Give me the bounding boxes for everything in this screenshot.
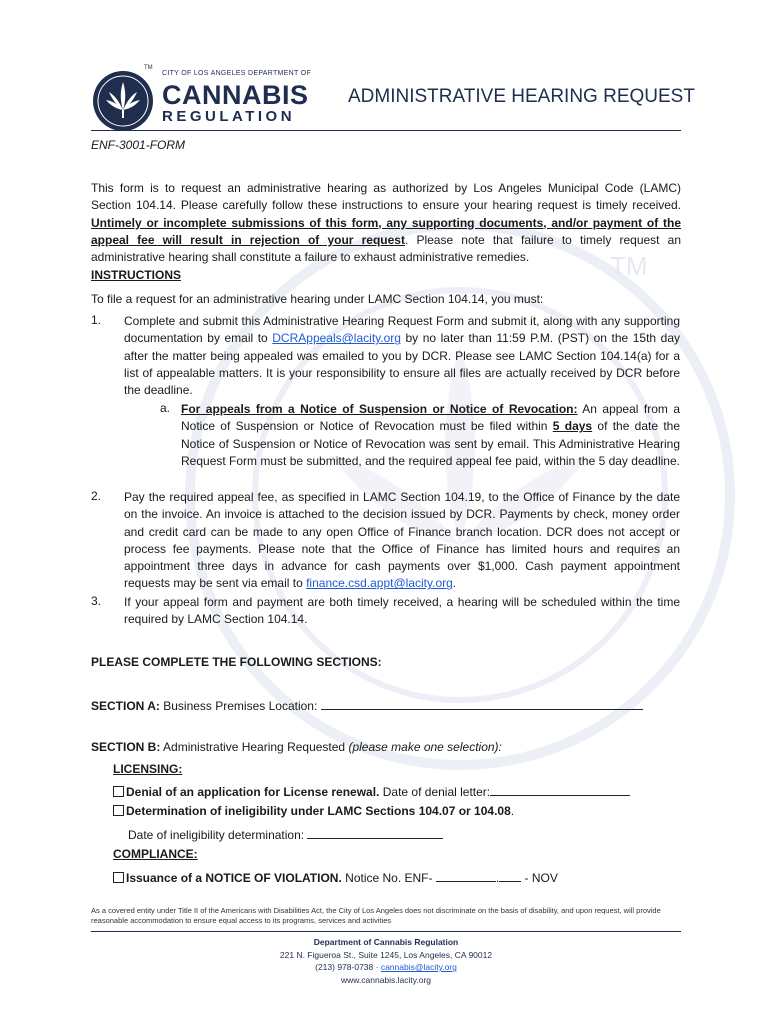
footer-divider — [91, 931, 681, 932]
ineligibility-date-field[interactable] — [307, 826, 443, 839]
section-a-text: Business Premises Location: — [159, 699, 321, 713]
section-b-note: (please make one selection): — [348, 740, 502, 754]
item-2-text — [124, 489, 680, 593]
license-renewal-checkbox[interactable] — [113, 786, 124, 797]
intro-paragraph — [91, 180, 681, 266]
section-b-text: Administrative Hearing Requested — [160, 740, 349, 754]
dcr-seal-logo — [92, 70, 154, 132]
ineligibility-date-label: Date of ineligibility determination: — [128, 828, 308, 842]
footer-email-link[interactable]: cannabis@lacity.org — [380, 962, 457, 972]
denial-letter-date-field[interactable] — [490, 783, 630, 796]
footer-contact — [91, 961, 681, 974]
ada-notice: As a covered entity under Title II of the Americans with Disabilities Act, the City of Los Angeles does not discriminate on the basis of disability, and upon request, will provide reasonable accommodation to ensure equal access to its programs, services and activities — [91, 906, 661, 925]
sub-item-a-part-b: of the date the Notice of Suspension or Notice of Revocation was sent by email. This Administrative Hearing Request Form must be submitted, and the required appeal fee paid, within the 5 day deadline. — [181, 419, 681, 468]
trademark-mark: TM — [144, 65, 153, 71]
footer-phone: (213) 978-0738 · — [315, 962, 381, 972]
footer — [91, 936, 681, 986]
item-2-number: 2. — [91, 489, 102, 503]
header-divider — [91, 130, 681, 131]
section-a — [91, 697, 643, 713]
instructions-heading: INSTRUCTIONS — [91, 268, 181, 282]
option-notice-of-violation — [113, 869, 558, 885]
notice-number-field[interactable] — [436, 869, 496, 882]
complete-sections-heading: PLEASE COMPLETE THE FOLLOWING SECTIONS: — [91, 655, 382, 669]
sub-item-a-text — [181, 401, 680, 470]
option-ineligibility — [113, 804, 514, 818]
item-1-text — [124, 313, 680, 399]
sub-item-a-heading: For appeals from a Notice of Suspension or Notice of Revocation: — [181, 402, 578, 416]
compliance-heading: COMPLIANCE: — [113, 847, 198, 861]
footer-address: 221 N. Figueroa St., Suite 1245, Los Angeles, CA 90012 — [279, 949, 493, 960]
brand-cannabis: CANNABIS — [162, 80, 309, 110]
sub-item-a-days: 5 days — [552, 419, 593, 434]
option-1-text: Date of denial letter: — [379, 785, 491, 799]
intro-warning: Untimely or incomplete submissions of this form, any supporting documents, and/or payment of the appeal fee will result in rejection of your request — [91, 215, 681, 247]
notice-nov-suffix: - NOV — [521, 871, 558, 885]
notice-number-separator: . — [495, 871, 500, 885]
item-3-number: 3. — [91, 594, 102, 608]
section-b-label: SECTION B: — [91, 740, 161, 754]
option-3-text: Notice No. ENF- — [341, 871, 436, 885]
letterhead — [92, 60, 712, 130]
notice-of-violation-checkbox[interactable] — [113, 872, 124, 883]
item-1-part-a: Complete and submit this Administrative Hearing Request Form and submit it, along with any supporting documentation by email to — [124, 314, 680, 346]
intro-end: . Please note that failure to timely request an administrative hearing shall constitute a failure to exhaust administrative remedies. — [91, 232, 681, 265]
footer-org: Department of Cannabis Regulation — [313, 937, 459, 947]
business-location-field[interactable] — [321, 697, 643, 710]
item-2-body: Pay the required appeal fee, as specified in LAMC Section 104.19, to the Office of Finance by the date on the invoice. An invoice is attached to the decision issued by DCR. Payments by check, money order and credit card can be made to any open Office of Finance branch location. DCR does not accept or process fee payments. Please note that the Office of Finance has limited hours and requires an appointment three days in advance for cash payments over $1,000. Cash payment appointment requests may be sent via email to — [124, 490, 680, 591]
form-number: ENF-3001-FORM — [91, 138, 186, 152]
finance-email-link[interactable]: finance.csd.appt@lacity.org — [306, 576, 453, 591]
item-1-part-b: by no later than 11:59 P.M. (PST) on the 15th day after the matter being appealed was emailed to you by DCR. Please see LAMC Section 104.14(a) for a list of appealable matters. It is your responsibility to ensure all files are actually received by DCR before the deadline. — [124, 331, 680, 398]
notice-number-suffix-field[interactable] — [499, 869, 521, 882]
svg-text:TM: TM — [610, 251, 648, 281]
option-3-label: Issuance of a NOTICE OF VIOLATION. — [126, 871, 342, 885]
brand-regulation: REGULATION — [162, 108, 296, 125]
ineligibility-checkbox[interactable] — [113, 805, 124, 816]
section-b — [91, 740, 502, 754]
option-license-renewal-denial — [113, 783, 630, 799]
sub-item-a-marker: a. — [160, 401, 171, 415]
licensing-heading: LICENSING: — [113, 762, 183, 776]
ineligibility-date-line — [128, 826, 443, 842]
option-2-end: . — [510, 804, 515, 818]
footer-web[interactable]: www.cannabis.lacity.org — [340, 974, 432, 985]
sub-item-a-part-a: An appeal from a Notice of Suspension or Notice of Revocation must be filed within — [181, 402, 681, 434]
section-a-label: SECTION A: — [91, 699, 160, 713]
item-1-number: 1. — [91, 313, 102, 327]
item-3-text: If your appeal form and payment are both timely received, a hearing will be scheduled within the time required by LAMC Section 104.14. — [124, 595, 680, 627]
instructions-lead: To file a request for an administrative hearing under LAMC Section 104.14, you must: — [91, 292, 544, 306]
intro-text: This form is to request an administrative hearing as authorized by Los Angeles Municipal Code (LAMC) Section 104.14. Please carefully follow these instructions to ensure your hearing request is timely received. — [91, 181, 681, 213]
dept-line: CITY OF LOS ANGELES DEPARTMENT OF — [162, 70, 312, 77]
item-2-end: . — [452, 576, 457, 591]
option-2-label: Determination of ineligibility under LAMC Sections 104.07 or 104.08 — [126, 804, 511, 818]
option-1-label: Denial of an application for License renewal. — [126, 785, 380, 799]
page-title: ADMINISTRATIVE HEARING REQUEST — [348, 86, 695, 107]
dcr-appeals-email-link[interactable]: DCRAppeals@lacity.org — [272, 331, 401, 346]
